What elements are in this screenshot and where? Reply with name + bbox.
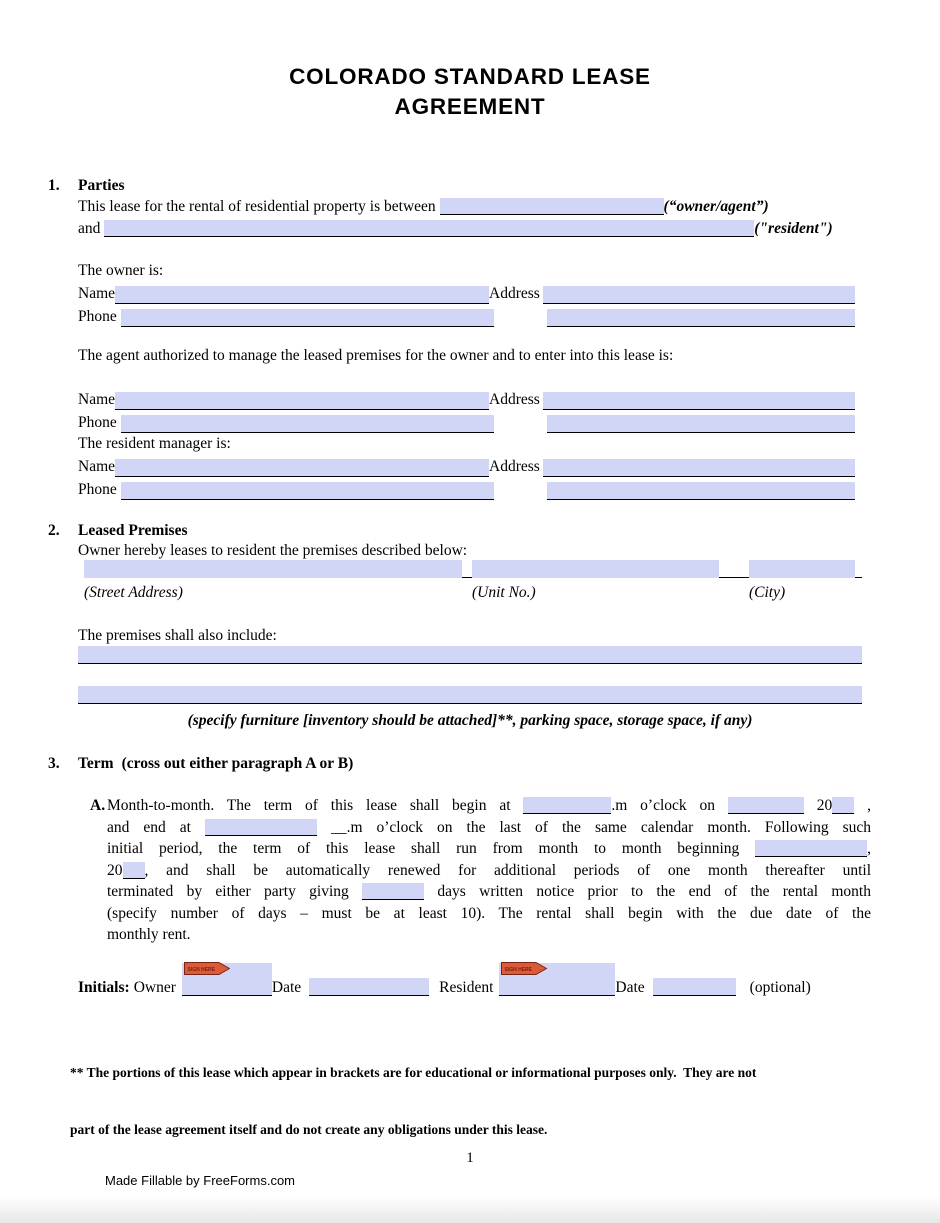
parties-line2-text: and (78, 220, 101, 237)
premises-include-field-2[interactable] (78, 686, 862, 704)
section-title: Term (78, 755, 114, 772)
footer-credit: Made Fillable by FreeForms.com (105, 1173, 295, 1188)
term-text: .m o’clock on (611, 797, 728, 814)
section-parties-heading (48, 175, 870, 196)
section-term-heading (48, 753, 870, 774)
begin-date-field[interactable] (728, 797, 804, 814)
sign-here-flag-text: SIGN HERE (504, 966, 533, 973)
premises-include-intro: The premises shall also include: (78, 627, 277, 644)
term-line-7 (107, 924, 871, 946)
manager-phone-field[interactable] (121, 482, 494, 500)
street-address-field[interactable] (84, 560, 462, 578)
manager-name-row (78, 454, 870, 477)
section-number: 1. (48, 177, 60, 194)
city-label: (City) (749, 584, 786, 601)
parties-line1-text: This lease for the rental of residential property is between (78, 198, 436, 215)
title-line-1: COLORADO STANDARD LEASE (289, 64, 651, 89)
agent-address-field[interactable] (543, 392, 855, 410)
section-number: 3. (48, 755, 60, 772)
manager-intro: The resident manager is: (78, 435, 231, 452)
phone-label: Phone (78, 414, 117, 431)
owner-initials-date-field[interactable] (309, 978, 429, 996)
paragraph-a-marker: A. (90, 797, 106, 814)
optional-label: (optional) (749, 978, 811, 996)
term-text: monthly rent. (107, 926, 191, 943)
manager-name-field[interactable] (115, 459, 489, 477)
agent-intro: The agent authorized to manage the leased premises for the owner and to enter into this lease is: (78, 347, 674, 364)
term-text: terminated by either party giving (107, 883, 363, 900)
premises-intro: Owner hereby leases to resident the premises described below: (78, 542, 468, 559)
parties-line-1 (78, 196, 870, 218)
premises-include-caption: (specify furniture [inventory should be attached]**, parking space, storage space, if any) (187, 712, 753, 729)
resident-initials-date-field[interactable] (653, 978, 736, 996)
term-text: days written notice prior to the end of the rental month (424, 883, 871, 900)
term-text: (specify number of days – must be at least 10). The rental shall begin with the due date of the (107, 904, 871, 922)
city-field[interactable] (749, 560, 855, 578)
unit-no-field[interactable] (472, 560, 719, 578)
term-line-4 (107, 860, 871, 882)
owner-address-field[interactable] (543, 286, 855, 304)
footnote-line-2: part of the lease agreement itself and do not create any obligations under this lease. (70, 1121, 548, 1137)
beginning-year-field[interactable] (123, 862, 145, 879)
document-title (0, 0, 940, 122)
owner-name-field[interactable] (115, 286, 489, 304)
parties-line-2 (78, 218, 870, 240)
begin-year-field[interactable] (832, 797, 854, 814)
term-line-1 (107, 795, 871, 817)
sign-here-flag (501, 962, 547, 975)
agent-phone-row (78, 410, 870, 433)
term-text: and end at (107, 818, 206, 836)
begin-time-field[interactable] (523, 797, 611, 814)
term-text: 20 (816, 797, 833, 814)
owner-label: Owner (133, 978, 176, 996)
street-address-label: (Street Address) (84, 584, 183, 601)
date-label: Date (615, 978, 645, 996)
section-number: 2. (48, 522, 60, 539)
premises-include-field-1[interactable] (78, 646, 862, 664)
address-label: Address (489, 458, 540, 475)
owner-agent-label: (“owner/agent”) (663, 198, 769, 215)
phone-label: Phone (78, 308, 117, 325)
name-label: Name (78, 391, 116, 408)
term-text: initial period, the term of this lease shall run from month to month beginning (107, 840, 756, 857)
manager-address2-field[interactable] (547, 482, 855, 500)
manager-phone-row (78, 477, 870, 500)
phone-label: Phone (78, 481, 117, 498)
section-title: Parties (78, 177, 125, 194)
page-bottom-edge (0, 1196, 940, 1223)
month-beginning-field[interactable] (755, 840, 867, 857)
agent-name-field[interactable] (115, 392, 489, 410)
unit-no-label: (Unit No.) (472, 584, 536, 601)
resident-label: ("resident") (754, 220, 833, 237)
resident-name-field[interactable] (104, 220, 754, 237)
premises-address-labels (84, 583, 870, 603)
sign-here-flag-text: SIGN HERE (187, 966, 215, 973)
owner-initials-field[interactable] (182, 963, 272, 996)
manager-address-field[interactable] (543, 459, 855, 477)
owner-agent-name-field[interactable] (440, 198, 664, 215)
agent-address2-field[interactable] (547, 415, 855, 433)
date-label: Date (271, 978, 302, 996)
name-label: Name (78, 285, 116, 302)
page-number: 1 (466, 1150, 474, 1166)
section-title-note: (cross out either paragraph A or B) (121, 755, 354, 772)
resident-label: Resident (439, 978, 494, 996)
section-title: Leased Premises (78, 522, 188, 539)
initials-row (78, 963, 870, 999)
owner-address2-field[interactable] (547, 309, 855, 327)
initials-label: Initials: (78, 978, 130, 996)
owner-phone-row (78, 304, 870, 327)
term-line-2 (107, 817, 871, 839)
term-line-3 (107, 838, 871, 860)
term-text: , (867, 797, 872, 814)
term-line-6 (107, 903, 871, 925)
address-label: Address (489, 285, 540, 302)
owner-name-row (78, 281, 870, 304)
agent-name-row (78, 387, 870, 410)
agent-phone-field[interactable] (121, 415, 494, 433)
owner-intro: The owner is: (78, 262, 164, 279)
term-text: __.m o’clock on the last of the same calendar month. Following such (331, 818, 872, 836)
sign-here-flag (184, 962, 230, 975)
premises-address-row (84, 560, 862, 578)
notice-days-field[interactable] (362, 883, 424, 900)
address-label: Address (489, 391, 540, 408)
end-time-field[interactable] (205, 819, 317, 836)
name-label: Name (78, 458, 116, 475)
term-line-5 (107, 881, 871, 903)
title-line-2: AGREEMENT (394, 94, 546, 119)
term-text: Month-to-month. The term of this lease shall begin at (107, 797, 524, 814)
footnote-line-1: ** The portions of this lease which appear in brackets are for educational or informational purposes only. They are not (70, 1064, 757, 1080)
term-paragraph-a (90, 795, 871, 946)
term-text: , (867, 840, 871, 857)
section-premises-heading (48, 520, 870, 541)
term-text: , and shall be automatically renewed for additional periods of one month thereafter until (144, 861, 871, 879)
resident-initials-field[interactable] (499, 963, 615, 996)
owner-phone-field[interactable] (121, 309, 494, 327)
term-text: 20 (107, 861, 123, 879)
